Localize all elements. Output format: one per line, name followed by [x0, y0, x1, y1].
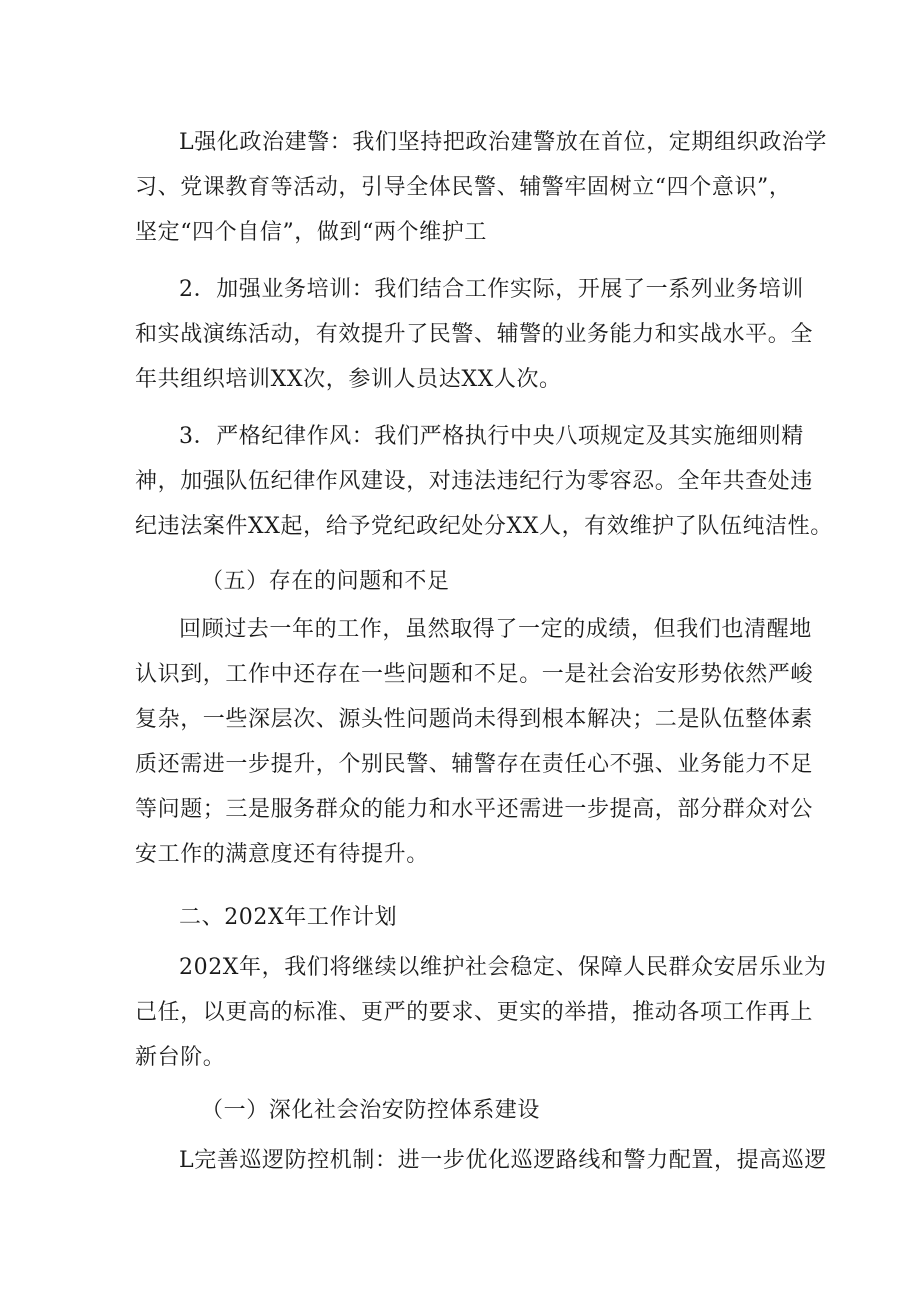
heading-text: （一）深化社会治安防控体系建设: [201, 1098, 541, 1123]
heading-text: 二、202X年工作计划: [179, 905, 398, 930]
text-line: L完善巡逻防控机制：进一步优化巡逻路线和警力配置，提高巡逻: [179, 1148, 828, 1173]
text-line: 3．严格纪律作风：我们严格执行中央八项规定及其实施细则精: [179, 424, 804, 449]
text-line: L强化政治建警：我们坚持把政治建警放在首位，定期组织政治学: [179, 130, 828, 155]
section-heading-work-plan: [135, 895, 795, 940]
text-line: 己任，以更高的标准、更严的要求、更实的举措，推动各项工作再上: [135, 1000, 814, 1025]
text-line: 复杂，一些深层次、源头性问题尚未得到根本解决；二是队伍整体素: [135, 707, 814, 732]
heading-text: （五）存在的问题和不足: [201, 569, 450, 594]
paragraph-political-building: [135, 120, 828, 255]
paragraph-discipline: [135, 414, 833, 549]
text-line: 和实战演练活动，有效提升了民警、辅警的业务能力和实战水平。全: [135, 322, 814, 347]
text-line: 新台阶。: [135, 1045, 226, 1070]
paragraph-business-training: [135, 267, 814, 402]
text-line: 回顾过去一年的工作，虽然取得了一定的成绩，但我们也清醒地: [179, 617, 812, 642]
text-line: 安工作的满意度还有待提升。: [135, 842, 429, 867]
text-line: 坚定“四个自信”，做到“两个维护工: [135, 220, 487, 245]
text-line: 202X年，我们将继续以维护社会稳定、保障人民群众安居乐业为: [179, 955, 827, 980]
text-line: 神，加强队伍纪律作风建设，对违法违纪行为零容忍。全年共查处违: [135, 469, 814, 494]
paragraph-problems: [135, 607, 814, 877]
text-line: 纪违法案件XX起，给予党纪政纪处分XX人，有效维护了队伍纯洁性。: [135, 514, 833, 539]
text-line: 年共组织培训XX次，参训人员达XX人次。: [135, 367, 562, 392]
text-line: 认识到，工作中还存在一些问题和不足。一是社会治安形势依然严峻: [135, 662, 814, 687]
paragraph-patrol-mechanism: [135, 1138, 828, 1183]
text-line: 质还需进一步提升，个别民警、辅警存在责任心不强、业务能力不足: [135, 752, 814, 777]
text-line: 习、党课教育等活动，引导全体民警、辅警牢固树立“四个意识”，: [135, 175, 792, 200]
text-line: 等问题；三是服务群众的能力和水平还需进一步提高，部分群众对公: [135, 797, 814, 822]
section-heading-problems: [135, 559, 795, 604]
section-heading-security-system: [135, 1088, 795, 1133]
paragraph-work-plan-intro: [135, 945, 827, 1080]
text-line: 2．加强业务培训：我们结合工作实际，开展了一系列业务培训: [179, 277, 804, 302]
